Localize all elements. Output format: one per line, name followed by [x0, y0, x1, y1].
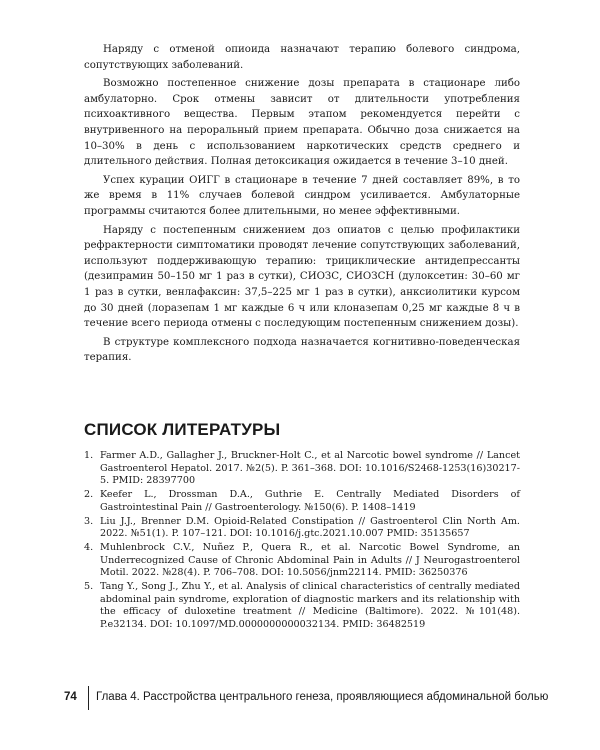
- reference-item: [84, 542, 520, 580]
- reference-number: 3.: [84, 515, 94, 527]
- paragraph: Возможно постепенное снижение дозы препарата в стационаре либо амбулаторно. Срок отмены зависит от длительности употребления психоактивного вещества. Первым этапом рекомендуется перейти с внутривенного на пероральный прием препарата. Обычно доза снижается на 10–30% в день с использованием наркотических средств среднего и длительного действия. Полная детоксикация ожидается в течение 3–10 дней.: [84, 78, 520, 168]
- reference-text: Farmer A.D., Gallagher J., Bruckner-Holt C., et al Narcotic bowel syndrome // Lancet Gastroenterol Hepatol. 2017. №2(5). P. 361–368. DOI: 10.1016/S2468-1253(16)30217-5. PMID: 28397700: [100, 450, 520, 487]
- reference-text: Muhlenbrock C.V., Nuñez P., Quera R., et al. Narcotic Bowel Syndrome, an Underrecognized Cause of Chronic Abdominal Pain in Adults // J Neurogastroenterol Motil. 2022. №28(4). P. 706–708. DOI: 10.5056/jnm22114. PMID: 36250376: [100, 541, 520, 579]
- reference-item: [84, 450, 520, 488]
- reference-number: 2.: [84, 489, 94, 501]
- page-footer: [64, 684, 549, 710]
- paragraph: В структуре комплексного подхода назначается когнитивно-поведенческая терапия.: [84, 336, 520, 364]
- reference-item: [84, 516, 520, 541]
- chapter-title: Глава 4. Расстройства центрального генеза, проявляющиеся абдоминальной болью: [96, 691, 549, 703]
- body-text: [84, 42, 520, 369]
- reference-item: [84, 581, 520, 632]
- footer-divider: [88, 686, 89, 710]
- reference-item: [84, 489, 520, 514]
- reference-text: Keefer L., Drossman D.A., Guthrie E. Centrally Mediated Disorders of Gastrointestinal Pain // Gastroenterology. №150(6). P. 1408–1419: [100, 489, 520, 513]
- page-number: 74: [64, 691, 77, 703]
- paragraph: Наряду с отменой опиоида назначают терапию болевого синдрома, сопутствующих заболеваний.: [84, 44, 520, 71]
- reference-text: Tang Y., Song J., Zhu Y., et al. Analysis of clinical characteristics of centrally mediated abdominal pain syndrome, exploration of diagnostic markers and its relationship with the efficacy of duloxetine treatment // Medicine (Baltimore). 2022. №101(48). P.e32134. DOI: 10.1097/MD.0000000000032134. PMID: 36482519: [100, 581, 520, 631]
- reference-number: 1.: [84, 450, 94, 461]
- reference-number: 4.: [84, 541, 94, 553]
- references-list: [84, 450, 520, 633]
- references-heading: СПИСОК ЛИТЕРАТУРЫ: [84, 420, 281, 439]
- paragraph: Успех курации ОИГГ в стационаре в течение 7 дней составляет 89%, в то же время в 11% случаев болевой синдром усиливается. Амбулаторные программы считаются более длительными, но менее эффективными.: [84, 174, 520, 217]
- reference-number: 5.: [84, 581, 94, 593]
- reference-text: Liu J.J., Brenner D.M. Opioid-Related Constipation // Gastroenterol Clin North Am. 2022. №51(1). P. 107–121. DOI: 10.1016/j.gtc.2021.10.007 PMID: 35135657: [100, 515, 520, 540]
- paragraph: Наряду с постепенным снижением доз опиатов с целью профилактики рефрактерности симптоматики проводят лечение сопутствующих заболеваний, используют поддерживающую терапию: трициклические антидепрессанты (дезипрамин 50–150 мг 1 раз в сутки), СИОЗС, СИОЗСН (дулоксетин: 30–60 мг 1 раз в сутки, венлафаксин: 37,5–225 мг 1 раз в сутки), анксиолитики курсом до 30 дней (лоразепам 1 мг каждые 6 ч или клоназепам 0,25 мг каждые 8 ч в течение всего периода отмены с последующим постепенным снижением дозы).: [84, 224, 520, 330]
